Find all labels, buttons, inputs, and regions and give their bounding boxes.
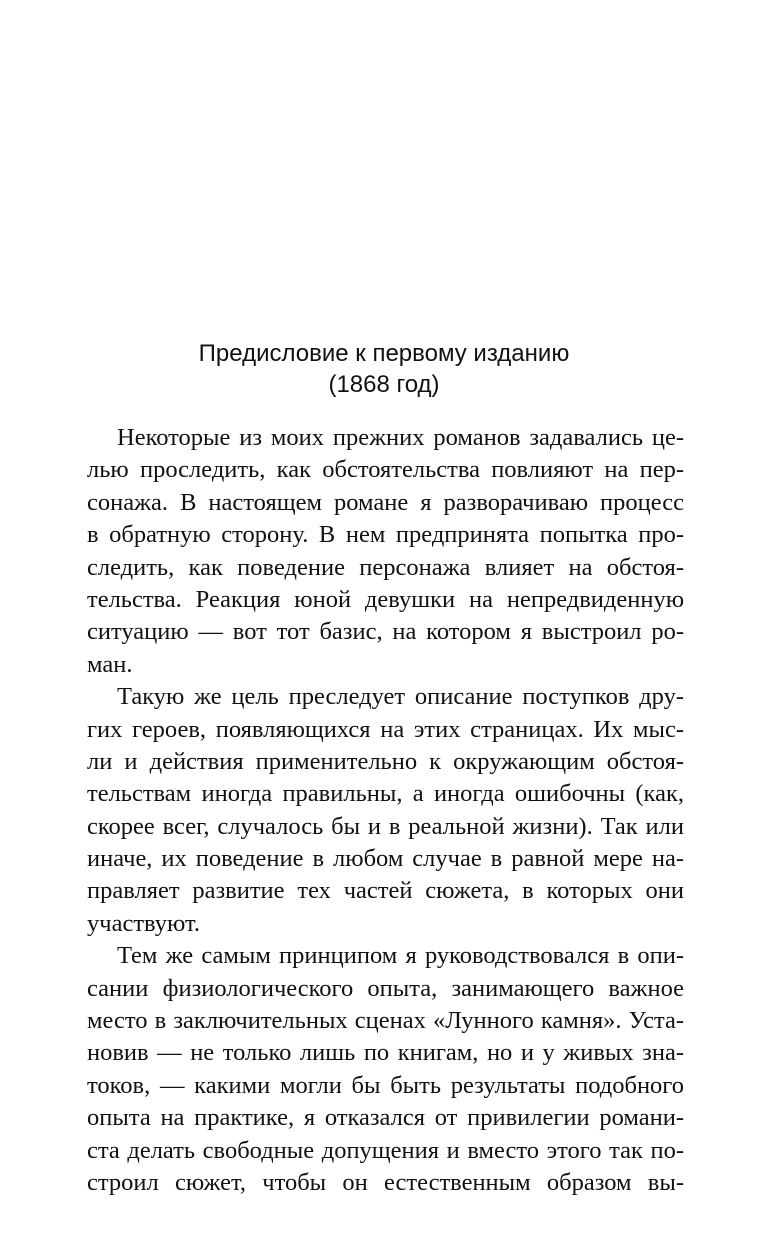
- text-line: Некоторые из моих прежних романов задавались це-: [117, 424, 684, 451]
- text-line: правляет развитие тех частей сюжета, в которых они: [87, 877, 684, 905]
- text-line: скорее всег, случалось бы и в реальной жизни). Так или: [87, 812, 684, 840]
- text-line: сонажа. В настоящем романе я разворачиваю процесс: [87, 488, 684, 516]
- text-line: строил сюжет, чтобы он естественным образом вы-: [87, 1168, 684, 1196]
- text-line: сании физиологического опыта, занимающего важное: [87, 974, 684, 1002]
- text-line: следить, как поведение персонажа влияет на обстоя-: [87, 553, 684, 581]
- body-text: [87, 422, 684, 1199]
- text-line: гих героев, появляющихся на этих страницах. Их мыс-: [87, 715, 684, 743]
- text-line: тельства. Реакция юной девушки на непредвиденную: [87, 585, 684, 613]
- text-line: место в заключительных сценах «Лунного камня». Уста-: [87, 1007, 684, 1035]
- paragraph: [87, 681, 684, 940]
- text-line: участвуют.: [87, 909, 200, 937]
- text-line: новив — не только лишь по книгам, но и у живых зна-: [87, 1039, 684, 1067]
- text-line: ли и действия применительно к окружающим обстоя-: [87, 747, 684, 775]
- text-line: Такую же цель преследует описание поступков дру-: [117, 683, 684, 711]
- text-line: тельствам иногда правильны, а иногда ошибочны (как,: [87, 780, 684, 808]
- text-line: опыта на практике, я отказался от привилегии романи-: [87, 1104, 684, 1132]
- text-line: ман.: [87, 650, 133, 678]
- chapter-subtitle: (1868 год): [328, 371, 440, 398]
- paragraph: [87, 422, 684, 681]
- chapter-title: Предисловие к первому изданию: [198, 340, 570, 367]
- paragraph: [87, 940, 684, 1199]
- text-line: ситуацию — вот тот базис, на котором я выстроил ро-: [87, 618, 684, 646]
- text-line: Тем же самым принципом я руководствовался в опи-: [117, 942, 684, 970]
- text-line: в обратную сторону. В нем предпринята попытка про-: [87, 521, 684, 549]
- text-line: токов, — какими могли бы быть результаты подобного: [87, 1071, 684, 1099]
- text-line: ста делать свободные допущения и вместо этого так по-: [87, 1136, 684, 1164]
- text-line: иначе, их поведение в любом случае в равной мере на-: [87, 845, 684, 873]
- text-line: лью проследить, как обстоятельства повлияют на пер-: [87, 456, 684, 484]
